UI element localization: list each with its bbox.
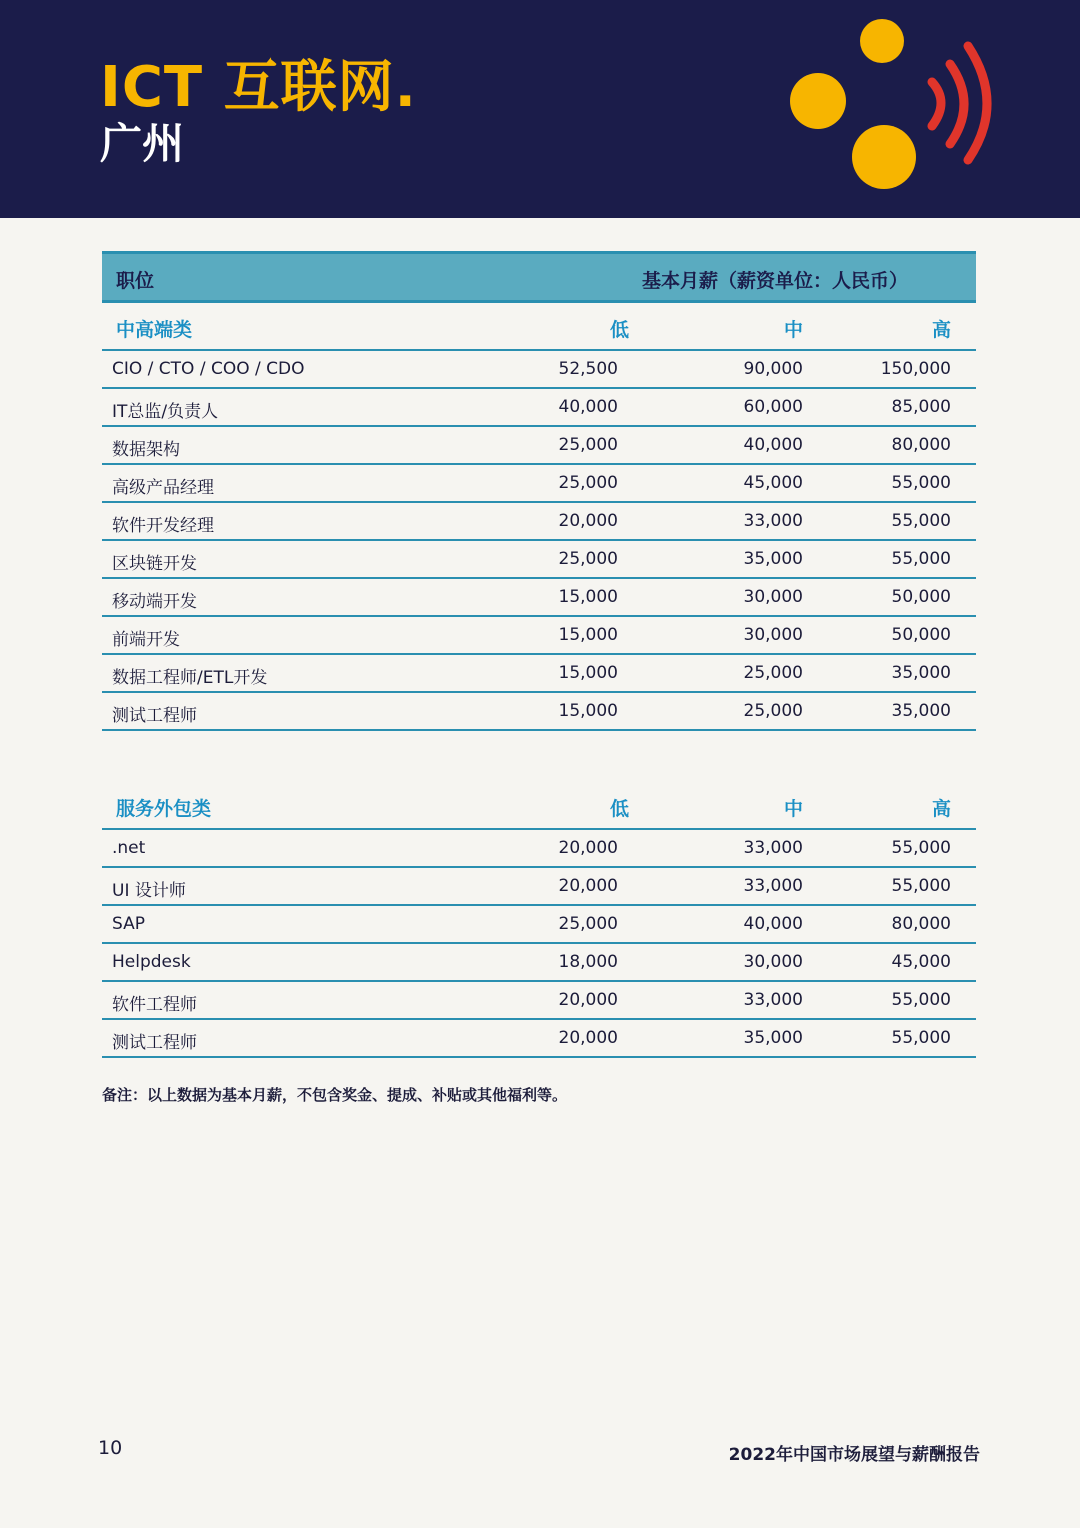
table-row: [102, 830, 976, 868]
salary-high: 55,000: [891, 473, 951, 493]
salary-low: 40,000: [558, 397, 618, 417]
logo-wave-mid: [950, 64, 964, 144]
salary-high: 35,000: [891, 701, 951, 721]
section-header-outsourcing: [102, 782, 976, 830]
table-row: [102, 465, 976, 503]
table-row: [102, 655, 976, 693]
salary-mid: 40,000: [743, 435, 803, 455]
table-row: [102, 868, 976, 906]
signal-dots-logo-icon: [780, 10, 1020, 210]
salary-high: 50,000: [891, 625, 951, 645]
salary-high: 85,000: [891, 397, 951, 417]
column-header-position: 职位: [116, 270, 155, 292]
salary-high: 45,000: [891, 952, 951, 972]
salary-high: 55,000: [891, 1028, 951, 1048]
job-title: 区块链开发: [112, 554, 197, 574]
salary-mid: 35,000: [743, 1028, 803, 1048]
job-title: SAP: [112, 914, 145, 934]
salary-low: 20,000: [558, 876, 618, 896]
job-title: 数据工程师/ETL开发: [112, 668, 268, 688]
column-header-salary: 基本月薪（薪资单位：人民币）: [642, 270, 909, 292]
job-title: 前端开发: [112, 630, 180, 650]
table-footnote: 备注：以上数据为基本月薪，不包含奖金、提成、补贴或其他福利等。: [102, 1086, 568, 1104]
salary-low: 52,500: [558, 359, 618, 379]
salary-mid: 25,000: [743, 663, 803, 683]
salary-table-senior: [102, 251, 976, 731]
table-row: [102, 906, 976, 944]
column-high: 高: [932, 319, 952, 341]
salary-low: 20,000: [558, 838, 618, 858]
salary-mid: 33,000: [743, 838, 803, 858]
job-title: IT总监/负责人: [112, 402, 219, 422]
salary-low: 25,000: [558, 549, 618, 569]
column-low: 低: [610, 319, 630, 341]
section-title: 服务外包类: [116, 798, 212, 820]
column-low: 低: [610, 798, 630, 820]
salary-high: 55,000: [891, 838, 951, 858]
table-row: [102, 982, 976, 1020]
job-title: 软件工程师: [112, 995, 197, 1015]
logo-dot-bottom: [852, 125, 916, 189]
table-header-row: [102, 251, 976, 303]
job-title: UI 设计师: [112, 881, 186, 901]
table-row: [102, 579, 976, 617]
logo-dot-top: [860, 19, 904, 63]
job-title: 软件开发经理: [112, 516, 214, 536]
salary-high: 80,000: [891, 914, 951, 934]
salary-mid: 30,000: [743, 625, 803, 645]
job-title: 移动端开发: [112, 592, 197, 612]
salary-low: 15,000: [558, 663, 618, 683]
job-title: Helpdesk: [112, 952, 191, 972]
salary-low: 15,000: [558, 701, 618, 721]
section-title: 中高端类: [116, 319, 193, 341]
report-title: 2022年中国市场展望与薪酬报告: [728, 1445, 980, 1465]
salary-mid: 30,000: [743, 952, 803, 972]
salary-low: 18,000: [558, 952, 618, 972]
page-title: ICT 互联网.: [100, 55, 417, 120]
job-title: CIO / CTO / COO / CDO: [112, 359, 305, 379]
salary-high: 80,000: [891, 435, 951, 455]
table-row: [102, 389, 976, 427]
salary-high: 55,000: [891, 549, 951, 569]
salary-low: 15,000: [558, 625, 618, 645]
salary-low: 20,000: [558, 511, 618, 531]
salary-low: 15,000: [558, 587, 618, 607]
salary-mid: 33,000: [743, 990, 803, 1010]
salary-mid: 33,000: [743, 511, 803, 531]
job-title: 数据架构: [112, 440, 180, 460]
column-high: 高: [932, 798, 952, 820]
column-mid: 中: [784, 319, 804, 341]
salary-high: 50,000: [891, 587, 951, 607]
salary-low: 20,000: [558, 990, 618, 1010]
salary-low: 20,000: [558, 1028, 618, 1048]
salary-low: 25,000: [558, 435, 618, 455]
column-mid: 中: [784, 798, 804, 820]
page-number: 10: [98, 1437, 123, 1459]
job-title: 测试工程师: [112, 1033, 197, 1053]
section-header-senior: [102, 303, 976, 351]
table-row: [102, 427, 976, 465]
salary-low: 25,000: [558, 473, 618, 493]
job-title: 测试工程师: [112, 706, 197, 726]
table-row: [102, 541, 976, 579]
salary-mid: 45,000: [743, 473, 803, 493]
salary-high: 55,000: [891, 990, 951, 1010]
salary-mid: 40,000: [743, 914, 803, 934]
page-header: [0, 0, 1080, 218]
table-row: [102, 693, 976, 731]
table-row: [102, 944, 976, 982]
logo-wave-small: [932, 82, 941, 126]
salary-table-outsourcing: [102, 782, 976, 1058]
logo-wave-large: [968, 46, 987, 160]
salary-mid: 25,000: [743, 701, 803, 721]
salary-high: 150,000: [880, 359, 951, 379]
salary-mid: 33,000: [743, 876, 803, 896]
salary-high: 55,000: [891, 511, 951, 531]
salary-mid: 90,000: [743, 359, 803, 379]
table-row: [102, 351, 976, 389]
salary-mid: 35,000: [743, 549, 803, 569]
salary-mid: 30,000: [743, 587, 803, 607]
salary-mid: 60,000: [743, 397, 803, 417]
job-title: .net: [112, 838, 146, 858]
salary-low: 25,000: [558, 914, 618, 934]
table-row: [102, 1020, 976, 1058]
salary-high: 55,000: [891, 876, 951, 896]
table-row: [102, 503, 976, 541]
salary-high: 35,000: [891, 663, 951, 683]
job-title: 高级产品经理: [112, 478, 214, 498]
logo-dot-left: [790, 73, 846, 129]
page-subtitle: 广州: [100, 119, 185, 168]
table-row: [102, 617, 976, 655]
